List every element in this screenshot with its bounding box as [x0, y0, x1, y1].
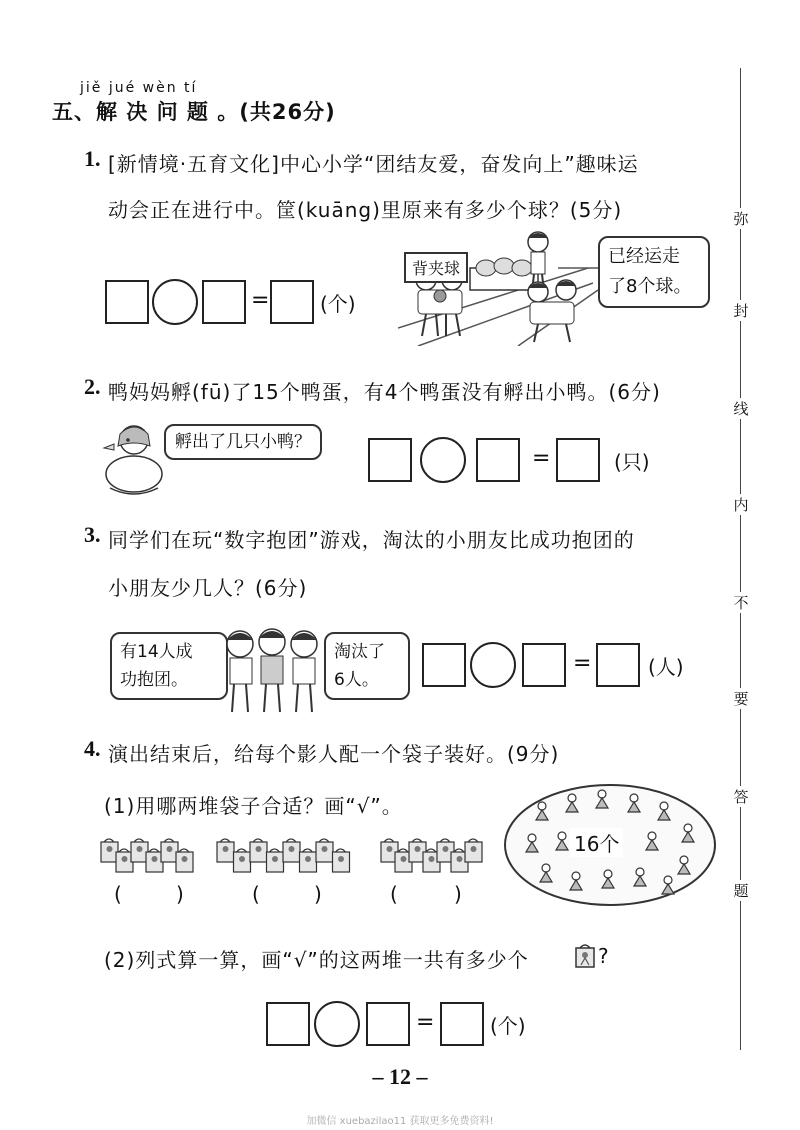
answer-paren-1-close[interactable]: ): [176, 882, 184, 906]
q2-speech-bubble: 孵出了几只小鸭？: [164, 424, 322, 460]
binding-char: 不: [730, 592, 752, 613]
bag-icon: [333, 849, 350, 872]
answer-box[interactable]: [556, 438, 600, 482]
answer-box[interactable]: [105, 280, 149, 324]
q1-number: 1.: [84, 146, 101, 171]
q2-number: 2.: [84, 374, 101, 399]
answer-box[interactable]: [366, 1002, 410, 1046]
q3-number: 3.: [84, 522, 101, 547]
q3-speech-bubble-left: [110, 632, 228, 700]
q4-sub1: (1)用哪两堆袋子合适？画“√”。: [104, 794, 403, 818]
bag-icon: [574, 942, 596, 968]
duck-icon: [100, 416, 166, 498]
answer-box[interactable]: [202, 280, 246, 324]
children-hugging-illustration: [218, 624, 326, 716]
q4-number: 4.: [84, 736, 101, 761]
bubble-line: 有14人成: [120, 642, 193, 662]
bag-icon: [176, 849, 193, 872]
q2-text-line1: 鸭妈妈孵(fū)了15个鸭蛋，有4个鸭蛋没有孵出小鸭。(6分): [108, 380, 661, 404]
operator-circle[interactable]: [420, 437, 466, 483]
binding-char: 题: [730, 880, 752, 901]
bag-pile-1[interactable]: [100, 834, 212, 880]
operator-circle[interactable]: [314, 1001, 360, 1047]
answer-box[interactable]: [522, 643, 566, 687]
unit-label: (只): [614, 450, 650, 474]
q3-text-line1: 同学们在玩“数字抱团”游戏，淘汰的小朋友比成功抱团的: [108, 528, 635, 552]
answer-box[interactable]: [596, 643, 640, 687]
unit-label: (个): [320, 292, 356, 316]
bag-pile-2[interactable]: [216, 834, 366, 880]
answer-box[interactable]: [266, 1002, 310, 1046]
answer-box[interactable]: [476, 438, 520, 482]
binding-char: 答: [730, 786, 752, 807]
q4-text-line1: 演出结束后，给每个影人配一个袋子装好。(9分): [108, 742, 560, 766]
bag-icon: [217, 839, 234, 862]
bubble-line: 已经运走: [608, 246, 680, 267]
operator-circle[interactable]: [470, 642, 516, 688]
binding-char: 要: [730, 688, 752, 709]
binding-char: 封: [730, 300, 752, 321]
q3-speech-bubble-right: [324, 632, 410, 700]
answer-paren-3-close[interactable]: ): [454, 882, 462, 906]
q1-speech-bubble: [598, 236, 710, 308]
bubble-line: 6人。: [334, 670, 379, 690]
answer-box[interactable]: [270, 280, 314, 324]
unit-label: (人): [648, 655, 684, 679]
bag-icon: [234, 849, 251, 872]
q4-sub2-end: ?: [598, 944, 610, 968]
unit-label: (个): [490, 1014, 526, 1038]
answer-paren-3-open: (: [390, 882, 398, 906]
bag-icon: [267, 849, 284, 872]
q1-text-line1: [新情境·五育文化]中心小学“团结友爱，奋发向上”趣味运: [108, 152, 639, 176]
answer-paren-2-open: (: [252, 882, 260, 906]
binding-char: 内: [730, 494, 752, 515]
answer-paren-1-open: (: [114, 882, 122, 906]
puppet-count-label: 16个: [570, 828, 623, 857]
q3-text-line2: 小朋友少几人？(6分): [108, 576, 308, 600]
bag-icon: [250, 839, 267, 862]
equals-sign: =: [532, 446, 551, 471]
relay-sign: 背夹球: [404, 252, 468, 283]
bubble-line: 功抱团。: [120, 670, 188, 690]
equals-sign: =: [251, 288, 270, 313]
bag-icon: [300, 849, 317, 872]
answer-paren-2-close[interactable]: ): [314, 882, 322, 906]
bag-icon: [283, 839, 300, 862]
watermark-text: 加微信 xuebazilao11 获取更多免费资料!: [306, 1116, 494, 1127]
answer-box[interactable]: [368, 438, 412, 482]
equals-sign: =: [573, 651, 592, 676]
bag-icon: [316, 839, 333, 862]
page-number: – 12 –: [372, 1064, 428, 1089]
operator-circle[interactable]: [152, 279, 198, 325]
section-title: 五、解 决 问 题 。(共26分): [52, 100, 336, 124]
binding-char: 弥: [730, 208, 752, 229]
bag-pile-3[interactable]: [380, 834, 496, 880]
q1-text-line2: 动会正在进行中。筐(kuāng)里原来有多少个球？(5分): [108, 198, 623, 222]
q4-sub2: (2)列式算一算，画“√”的这两堆一共有多少个: [104, 948, 529, 972]
answer-box[interactable]: [422, 643, 466, 687]
equals-sign: =: [416, 1010, 435, 1035]
bubble-line: 了8个球。: [608, 276, 692, 297]
bag-icon: [465, 839, 482, 862]
bubble-line: 淘汰了: [334, 642, 385, 662]
section-pinyin: jiě jué wèn tí: [80, 80, 198, 96]
binding-char: 线: [730, 398, 752, 419]
answer-box[interactable]: [440, 1002, 484, 1046]
